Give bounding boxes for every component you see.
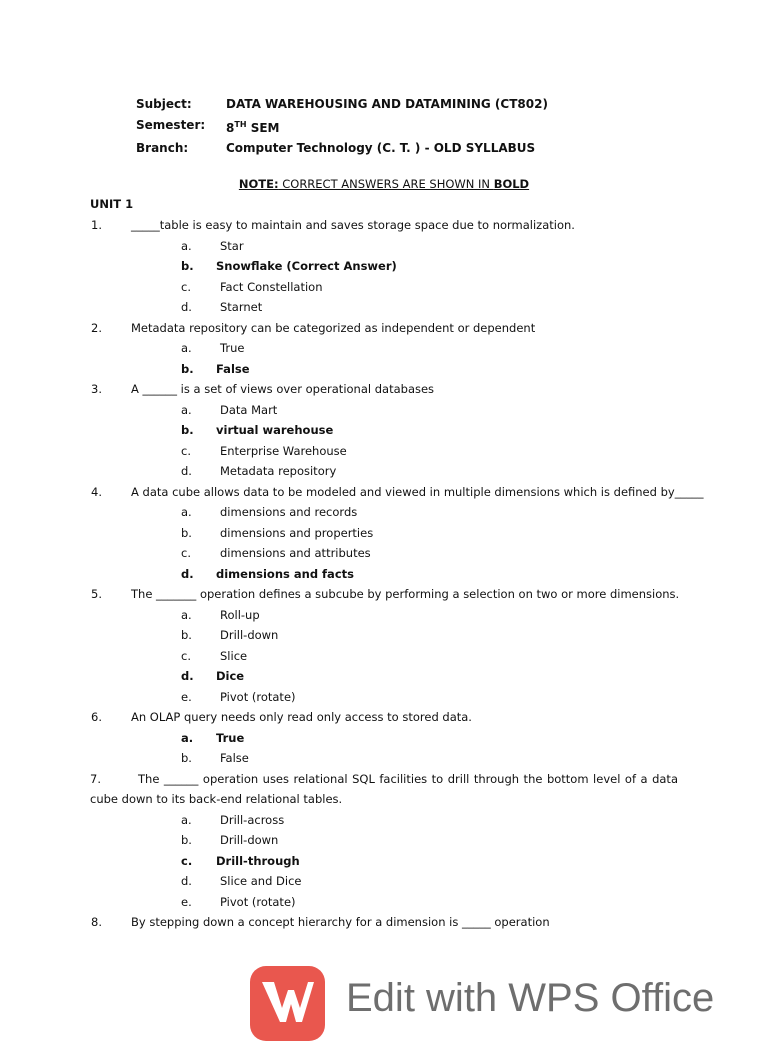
option-letter: a. (181, 238, 192, 253)
unit-title: UNIT 1 (90, 197, 134, 211)
option-letter: c. (181, 546, 191, 560)
option-text: Pivot (rotate) (220, 689, 296, 704)
question-text: A ______ is a set of views over operational databases (131, 382, 435, 396)
answer-option (0, 830, 768, 851)
option-text: Dice (216, 669, 245, 683)
semester-superscript: TH (234, 119, 247, 129)
option-text: Star (220, 238, 244, 253)
option-text: Metadata repository (220, 464, 337, 478)
answer-option (0, 810, 768, 831)
option-text: Drill-across (220, 812, 285, 827)
option-text: False (220, 751, 249, 765)
option-text: Drill-down (220, 628, 279, 642)
answer-option (0, 543, 768, 564)
question-number: 1. (91, 218, 102, 232)
answer-option (0, 400, 768, 421)
option-letter: c. (181, 443, 191, 458)
question-item (0, 482, 768, 503)
option-letter: c. (181, 648, 191, 663)
correct-answer-option (0, 851, 768, 872)
question-item (0, 769, 768, 810)
option-letter: b. (181, 525, 192, 540)
answer-option (0, 871, 768, 892)
question-item (0, 912, 768, 933)
answer-option (0, 338, 768, 359)
question-text: An OLAP query needs only read only access to stored data. (131, 710, 472, 724)
option-text: dimensions and facts (216, 566, 354, 581)
semester-value (226, 115, 279, 139)
question-text: By stepping down a concept hierarchy for a dimension is _____ operation (131, 915, 550, 929)
correct-answer-option (0, 564, 768, 585)
branch-row (136, 138, 548, 159)
document-header (136, 94, 548, 159)
question-list (0, 215, 768, 933)
option-letter: e. (181, 894, 192, 909)
question-text: _____table is easy to maintain and saves storage space due to normalization. (131, 218, 575, 232)
question-number: 2. (91, 320, 102, 335)
branch-label: Branch: (136, 141, 189, 155)
option-letter: b. (181, 423, 194, 437)
option-text: Data Mart (220, 402, 278, 417)
question-item (0, 215, 768, 236)
subject-label: Subject: (136, 97, 192, 111)
question-number: 7. (90, 771, 101, 786)
answer-option (0, 441, 768, 462)
note-label: NOTE: (238, 177, 279, 191)
question-text: The ______ operation uses relational SQL facilities to drill through the bottom level of a data cube down to its back-end relational tables. (90, 771, 678, 806)
option-letter: d. (181, 874, 192, 888)
correct-answer-option (0, 666, 768, 687)
option-letter: e. (181, 689, 192, 704)
semester-number: 8 (226, 120, 235, 135)
option-text: virtual warehouse (216, 423, 334, 437)
option-letter: a. (181, 730, 194, 745)
subject-value: DATA WAREHOUSING AND DATAMINING (CT802) (226, 97, 548, 111)
option-letter: a. (181, 341, 192, 355)
question-item (0, 379, 768, 400)
option-text: True (216, 730, 245, 745)
question-number: 3. (91, 382, 102, 396)
wps-logo-icon (250, 966, 325, 1041)
option-letter: c. (181, 279, 191, 294)
note-text (239, 177, 529, 191)
question-number: 8. (91, 915, 102, 929)
wps-watermark (250, 966, 730, 1024)
option-text: Pivot (rotate) (220, 894, 296, 909)
semester-suffix: SEM (246, 120, 280, 135)
question-item (0, 707, 768, 728)
question-number: 5. (91, 587, 102, 601)
answer-option (0, 523, 768, 544)
option-letter: b. (181, 628, 192, 642)
answer-option (0, 748, 768, 769)
answer-option (0, 625, 768, 646)
note-bold-word: BOLD (493, 177, 530, 191)
option-text: Roll-up (220, 607, 260, 622)
question-text: Metadata repository can be categorized as independent or dependent (131, 320, 536, 335)
answer-option (0, 502, 768, 523)
wps-logo-glyph (260, 978, 316, 1026)
branch-value: Computer Technology (C. T. ) - OLD SYLLABUS (226, 141, 536, 155)
answer-option (0, 892, 768, 913)
option-letter: a. (181, 402, 192, 417)
question-item (0, 584, 768, 605)
correct-answer-option (0, 359, 768, 380)
option-text: Fact Constellation (220, 279, 323, 294)
option-text: Snowflake (Correct Answer) (216, 259, 397, 273)
subject-row (136, 94, 548, 115)
answer-option (0, 646, 768, 667)
option-text: Starnet (220, 300, 263, 314)
option-letter: b. (181, 361, 194, 376)
answer-option (0, 687, 768, 708)
option-text: Slice (220, 648, 248, 663)
answer-note (0, 177, 768, 191)
option-letter: a. (181, 607, 192, 622)
option-text: Drill-through (216, 853, 300, 868)
correct-answer-option (0, 256, 768, 277)
option-letter: a. (181, 812, 192, 827)
option-text: dimensions and records (220, 505, 358, 519)
answer-option (0, 297, 768, 318)
option-text: dimensions and properties (220, 525, 374, 540)
question-text: The _______ operation defines a subcube by performing a selection on two or more dimensions. (131, 587, 680, 601)
option-letter: b. (181, 751, 192, 765)
note-body: CORRECT ANSWERS ARE SHOWN IN (278, 177, 494, 191)
question-text: A data cube allows data to be modeled and viewed in multiple dimensions which is defined by_____ (131, 484, 704, 499)
option-text: dimensions and attributes (220, 546, 371, 560)
option-text: Drill-down (220, 833, 279, 847)
option-letter: a. (181, 505, 192, 519)
semester-row (136, 115, 548, 139)
wps-brand-text: Edit with WPS Office (346, 976, 715, 1020)
option-letter: d. (181, 566, 194, 581)
question-item (0, 318, 768, 339)
option-text: False (216, 361, 250, 376)
answer-option (0, 236, 768, 257)
option-letter: c. (181, 853, 193, 868)
correct-answer-option (0, 728, 768, 749)
option-text: Enterprise Warehouse (220, 443, 347, 458)
question-number: 6. (91, 710, 102, 724)
semester-label: Semester: (136, 117, 206, 132)
option-letter: b. (181, 259, 194, 273)
option-letter: d. (181, 300, 192, 314)
option-letter: d. (181, 669, 194, 683)
answer-option (0, 277, 768, 298)
option-letter: b. (181, 833, 192, 847)
option-letter: d. (181, 464, 192, 478)
correct-answer-option (0, 420, 768, 441)
option-text: Slice and Dice (220, 874, 302, 888)
option-text: True (220, 341, 245, 355)
question-number: 4. (91, 484, 102, 499)
answer-option (0, 461, 768, 482)
answer-option (0, 605, 768, 626)
